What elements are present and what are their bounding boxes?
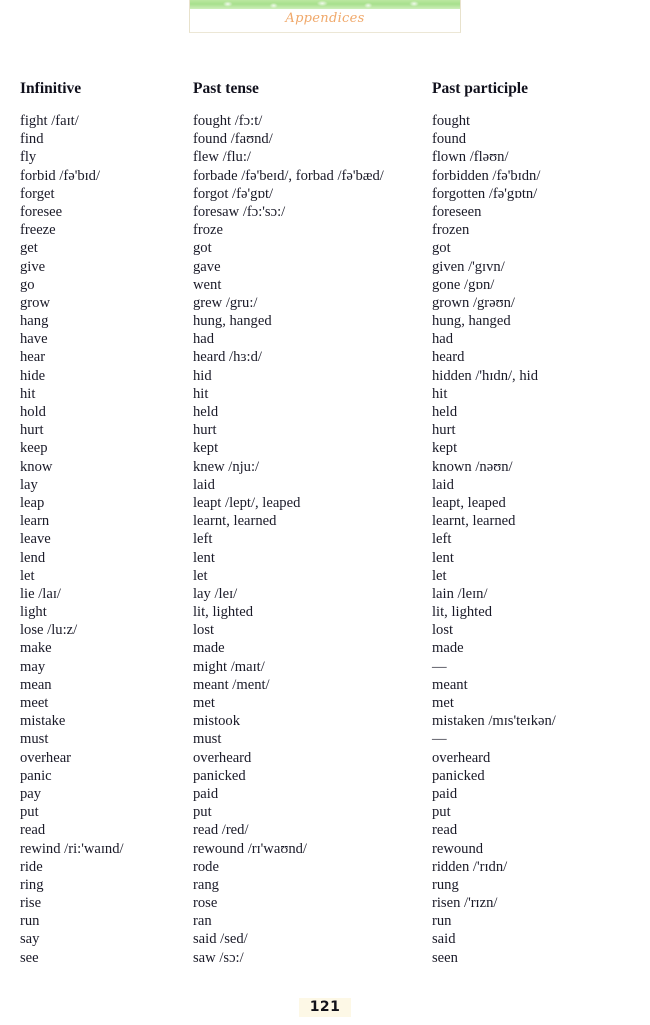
verb-cell-past-tense: lay /leɪ/ [193,585,238,602]
table-row [0,585,650,603]
verb-cell-infinitive: keep [20,440,48,457]
verb-cell-infinitive: lend [20,549,46,566]
verb-cell-infinitive: forget [20,185,55,202]
table-row [0,603,650,621]
verb-cell-past-tense: lent [193,549,215,566]
verb-cell-past-participle: hidden /'hɪdn/, hid [432,367,538,384]
verb-cell-past-tense: might /maɪt/ [193,658,265,675]
verb-cell-past-participle: heard [432,349,465,366]
verb-cell-past-tense: panicked [193,767,246,784]
verb-cell-past-participle: rung [432,876,459,893]
verb-cell-past-tense: made [193,640,225,657]
verb-cell-past-tense: rewound /rɪ'waʊnd/ [193,840,307,857]
verb-cell-past-participle: risen /'rɪzn/ [432,895,498,912]
table-row [0,312,650,330]
verb-cell-infinitive: hide [20,367,46,384]
verb-cell-past-participle: panicked [432,767,485,784]
verb-cell-past-tense: fought /fɔ:t/ [193,113,263,129]
table-row [0,203,650,221]
verb-cell-past-tense: forbade /fə'beɪd/, forbad /fə'bæd/ [193,167,384,184]
table-row [0,694,650,712]
verb-cell-past-tense: said /sed/ [193,931,248,948]
table-row [0,803,650,821]
verb-cell-past-participle: lit, lighted [432,604,492,621]
verb-cell-past-participle: fought [432,113,471,129]
verb-cell-infinitive: fly [20,149,37,166]
table-row [0,385,650,403]
column-header-past-participle: Past participle [432,80,528,97]
verb-cell-infinitive: leave [20,531,51,548]
verb-cell-past-participle: left [432,531,452,548]
irregular-verbs-table [0,112,650,967]
table-row [0,749,650,767]
verb-cell-past-participle: lent [432,549,454,566]
verb-cell-infinitive: may [20,658,46,675]
table-row [0,767,650,785]
verb-cell-infinitive: ring [20,876,44,893]
verb-cell-past-tense: read /red/ [193,822,249,839]
verb-cell-past-tense: forgot /fə'gɒt/ [193,185,274,202]
verb-cell-past-tense: learnt, learned [193,513,277,530]
verb-cell-past-tense: meant /ment/ [193,676,270,693]
verb-cell-infinitive: foresee [20,203,63,220]
verb-cell-past-participle: made [432,640,464,657]
banner-title: Appendices [285,11,365,26]
running-header-banner [189,0,461,33]
verb-cell-past-tense: must [193,731,222,748]
table-row [0,949,650,967]
verb-cell-infinitive: hold [20,404,46,420]
table-row [0,639,650,657]
verb-cell-past-tense: laid [193,476,215,493]
verb-cell-past-tense: paid [193,785,219,802]
verb-cell-past-participle: hurt [432,422,456,439]
verb-cell-past-tense: had [193,331,215,348]
table-row [0,530,650,548]
verb-cell-infinitive: must [20,731,49,748]
table-row [0,439,650,457]
verb-cell-past-participle: — [432,658,447,675]
verb-cell-past-tense: left [193,531,213,548]
table-row [0,348,650,366]
table-row [0,239,650,257]
verb-cell-past-tense: rose [193,895,218,912]
verb-cell-past-tense: put [193,804,212,821]
verb-cell-infinitive: run [20,913,40,930]
column-header-past-tense: Past tense [193,80,259,97]
verb-cell-past-tense: lit, lighted [193,604,253,621]
table-row [0,148,650,166]
verb-cell-past-tense: flew /flu:/ [193,149,251,166]
verb-cell-past-tense: foresaw /fɔ:'sɔ:/ [193,203,286,220]
verb-cell-infinitive: give [20,258,46,275]
verb-cell-past-participle: laid [432,476,454,493]
verb-cell-past-tense: rode [193,858,219,875]
verb-cell-past-participle: lain /leɪn/ [432,585,488,602]
table-row [0,785,650,803]
verb-cell-past-participle: said [432,931,456,948]
table-row [0,512,650,530]
table-row [0,458,650,476]
verb-cell-infinitive: go [20,276,35,293]
verb-cell-past-participle: overheard [432,749,491,766]
verb-cell-infinitive: put [20,804,39,821]
table-row [0,421,650,439]
verb-cell-past-tense: kept [193,440,219,457]
verb-cell-infinitive: forbid /fə'bɪd/ [20,167,101,184]
verb-cell-infinitive: fight /faɪt/ [20,113,79,129]
table-row [0,676,650,694]
verb-cell-past-tense: gave [193,258,221,275]
verb-cell-infinitive: let [20,567,35,584]
verb-cell-past-participle: leapt, leaped [432,494,506,511]
table-row [0,858,650,876]
verb-cell-past-participle: had [432,331,454,348]
verb-cell-past-tense: knew /nju:/ [193,458,260,475]
verb-cell-past-participle: hit [432,385,448,402]
table-row [0,130,650,148]
table-row [0,276,650,294]
table-row [0,476,650,494]
verb-cell-past-participle: ridden /'rɪdn/ [432,858,508,875]
verb-cell-past-tense: froze [193,222,223,239]
verb-cell-past-tense: hung, hanged [193,313,272,330]
table-row [0,621,650,639]
verb-cell-infinitive: meet [20,695,49,711]
column-header-infinitive: Infinitive [20,80,82,97]
verb-cell-infinitive: learn [20,513,50,530]
verb-cell-past-participle: hung, hanged [432,313,511,330]
table-row [0,367,650,385]
verb-cell-infinitive: make [20,640,52,657]
verb-cell-past-tense: hurt [193,422,217,439]
verb-cell-infinitive: rewind /ri:'waɪnd/ [20,840,124,857]
verb-cell-past-participle: frozen [432,222,470,239]
verb-cell-past-tense: found /faʊnd/ [193,131,273,148]
verb-cell-past-participle: forgotten /fə'gɒtn/ [432,185,538,202]
page-number: 121 [299,998,351,1017]
verb-cell-infinitive: lose /lu:z/ [20,622,78,639]
verb-cell-past-participle: grown /grəʊn/ [432,294,515,311]
verb-cell-past-participle: rewound [432,840,484,857]
table-row [0,930,650,948]
verb-cell-past-tense: hid [193,367,212,384]
table-row [0,712,650,730]
verb-cell-infinitive: lay [20,476,38,493]
table-row [0,840,650,858]
verb-cell-infinitive: hit [20,385,36,402]
verb-cell-infinitive: lie /laɪ/ [20,585,61,602]
verb-cell-past-participle: held [432,404,458,420]
verb-cell-past-tense: met [193,695,215,711]
banner-leaf-strip-image [190,0,460,9]
table-row [0,894,650,912]
verb-cell-infinitive: get [20,240,38,257]
table-row [0,821,650,839]
verb-cell-past-participle: met [432,695,454,711]
verb-cell-past-tense: overheard [193,749,252,766]
verb-cell-infinitive: panic [20,767,52,784]
verb-cell-past-participle: found [432,131,467,148]
table-row [0,167,650,185]
table-row [0,912,650,930]
verb-cell-past-tense: heard /hɜ:d/ [193,349,262,366]
verb-cell-infinitive: see [20,949,39,966]
table-row [0,876,650,894]
verb-cell-past-tense: ran [193,913,212,930]
verb-cell-past-participle: kept [432,440,458,457]
verb-cell-past-tense: lost [193,622,215,639]
verb-cell-past-participle: meant [432,676,468,693]
verb-cell-past-participle: read [432,822,458,839]
table-row [0,403,650,421]
verb-cell-past-participle: lost [432,622,454,639]
verb-cell-past-tense: went [193,276,222,293]
verb-cell-past-participle: paid [432,785,458,802]
verb-cell-past-tense: got [193,240,212,257]
verb-cell-past-participle: gone /gɒn/ [432,276,495,293]
verb-cell-infinitive: say [20,931,40,948]
table-row [0,549,650,567]
verb-cell-infinitive: find [20,131,44,148]
verb-cell-infinitive: read [20,822,46,839]
verb-cell-infinitive: pay [20,785,42,802]
table-row [0,330,650,348]
verb-cell-infinitive: freeze [20,222,56,239]
verb-cell-infinitive: hear [20,349,46,366]
verb-cell-past-participle: forbidden /fə'bɪdn/ [432,167,541,184]
verb-cell-past-participle: — [432,731,447,748]
verb-cell-past-tense: leapt /lept/, leaped [193,494,301,511]
table-row [0,258,650,276]
verb-cell-past-tense: grew /gru:/ [193,294,258,311]
verb-cell-infinitive: rise [20,895,42,912]
verb-cell-infinitive: light [20,604,47,621]
verb-cell-past-tense: saw /sɔ:/ [193,949,244,966]
table-row [0,294,650,312]
verb-cell-infinitive: mean [20,676,52,693]
verb-cell-past-tense: mistook [193,713,241,730]
table-row [0,185,650,203]
verb-cell-past-participle: run [432,913,452,930]
verb-cell-past-participle: got [432,240,451,257]
verb-cell-past-participle: learnt, learned [432,513,516,530]
table-row [0,658,650,676]
verb-cell-past-participle: given /'gɪvn/ [432,258,505,275]
verb-cell-infinitive: overhear [20,749,72,766]
verb-cell-past-tense: rang [193,876,219,893]
verb-cell-past-participle: seen [432,949,458,966]
verb-cell-past-tense: let [193,567,208,584]
verb-cell-past-participle: put [432,804,451,821]
verb-cell-infinitive: mistake [20,713,66,730]
verb-cell-past-tense: held [193,404,219,420]
verb-cell-infinitive: ride [20,858,43,875]
verb-cell-infinitive: grow [20,294,50,311]
table-row [0,494,650,512]
verb-cell-infinitive: have [20,331,48,348]
verb-cell-past-participle: mistaken /mɪs'teɪkən/ [432,713,556,730]
verb-cell-past-participle: foreseen [432,203,482,220]
verb-cell-past-participle: known /nəʊn/ [432,458,513,475]
table-row [0,112,650,130]
table-row [0,730,650,748]
verb-cell-infinitive: hurt [20,422,44,439]
verb-cell-infinitive: hang [20,313,49,330]
table-row [0,221,650,239]
verb-cell-infinitive: know [20,458,53,475]
verb-cell-infinitive: leap [20,494,45,511]
verb-cell-past-tense: hit [193,385,209,402]
verb-cell-past-participle: let [432,567,447,584]
table-row [0,567,650,585]
verb-cell-past-participle: flown /fləʊn/ [432,149,509,166]
